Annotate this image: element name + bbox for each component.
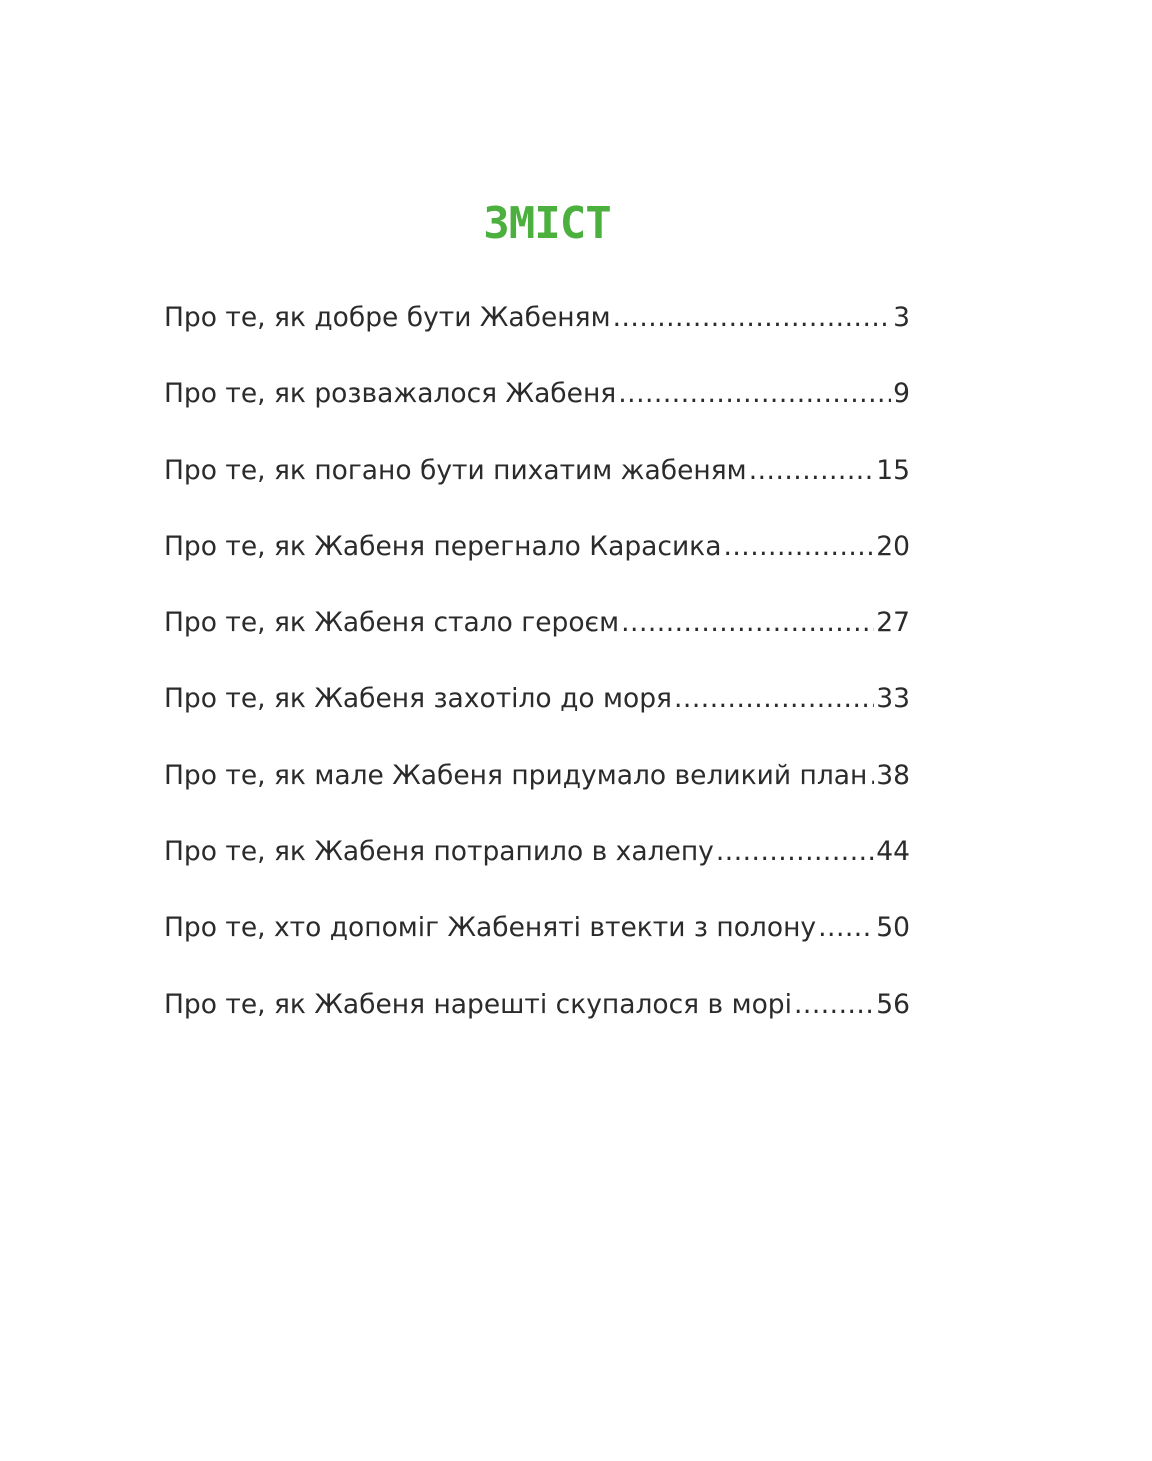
toc-entry[interactable] [164, 906, 910, 982]
toc-entry-title: Про те, як добре бути Жабеням [164, 302, 611, 333]
toc-entry[interactable] [164, 449, 910, 525]
toc-dot-leader [869, 754, 874, 798]
toc-entry[interactable] [164, 601, 910, 677]
toc-entry-title: Про те, як розважалося Жабеня [164, 378, 617, 410]
toc-page-number: 9 [893, 378, 910, 410]
toc-dot-leader [818, 906, 874, 950]
toc-page-number: 50 [876, 912, 910, 944]
toc-page-number: 3 [893, 302, 910, 333]
toc-entry-title: Про те, як Жабеня нарешті скупалося в морі [164, 988, 792, 1020]
toc-page-number: 20 [876, 530, 910, 562]
toc-dot-leader [716, 830, 874, 874]
toc-dot-leader [613, 296, 892, 340]
toc-dot-leader [749, 449, 875, 493]
toc-dot-leader [794, 983, 874, 1027]
toc-dot-leader [723, 525, 874, 569]
toc-page-number: 27 [876, 607, 910, 639]
toc-page-number: 56 [876, 988, 910, 1020]
toc-entry-title: Про те, як Жабеня захотіло до моря [164, 683, 672, 715]
toc-entry-title: Про те, як Жабеня стало героєм [164, 607, 620, 639]
toc-dot-leader [618, 372, 891, 416]
toc-entry[interactable] [164, 296, 910, 372]
toc-page-number: 38 [876, 759, 910, 791]
toc-entry[interactable] [164, 983, 910, 1059]
toc-page-number: 44 [876, 836, 910, 868]
toc-page-number: 15 [876, 454, 910, 486]
toc-entry-title: Про те, як Жабеня перегнало Карасика [164, 530, 722, 562]
table-of-contents [164, 296, 910, 1059]
toc-entry-title: Про те, як Жабеня потрапило в халепу [164, 836, 714, 868]
toc-entry[interactable] [164, 830, 910, 906]
toc-entry[interactable] [164, 525, 910, 601]
page-title: ЗМІСТ [483, 198, 611, 250]
toc-entry[interactable] [164, 754, 910, 830]
toc-entry-title: Про те, хто допоміг Жабеняті втекти з полону [164, 912, 817, 944]
toc-entry[interactable] [164, 372, 910, 448]
toc-dot-leader [674, 677, 874, 721]
toc-dot-leader [621, 601, 874, 645]
toc-page-number: 33 [876, 683, 910, 715]
toc-entry-title: Про те, як погано бути пихатим жабеням [164, 454, 747, 486]
toc-entry-title: Про те, як мале Жабеня придумало великий план [164, 759, 868, 791]
toc-entry[interactable] [164, 677, 910, 753]
